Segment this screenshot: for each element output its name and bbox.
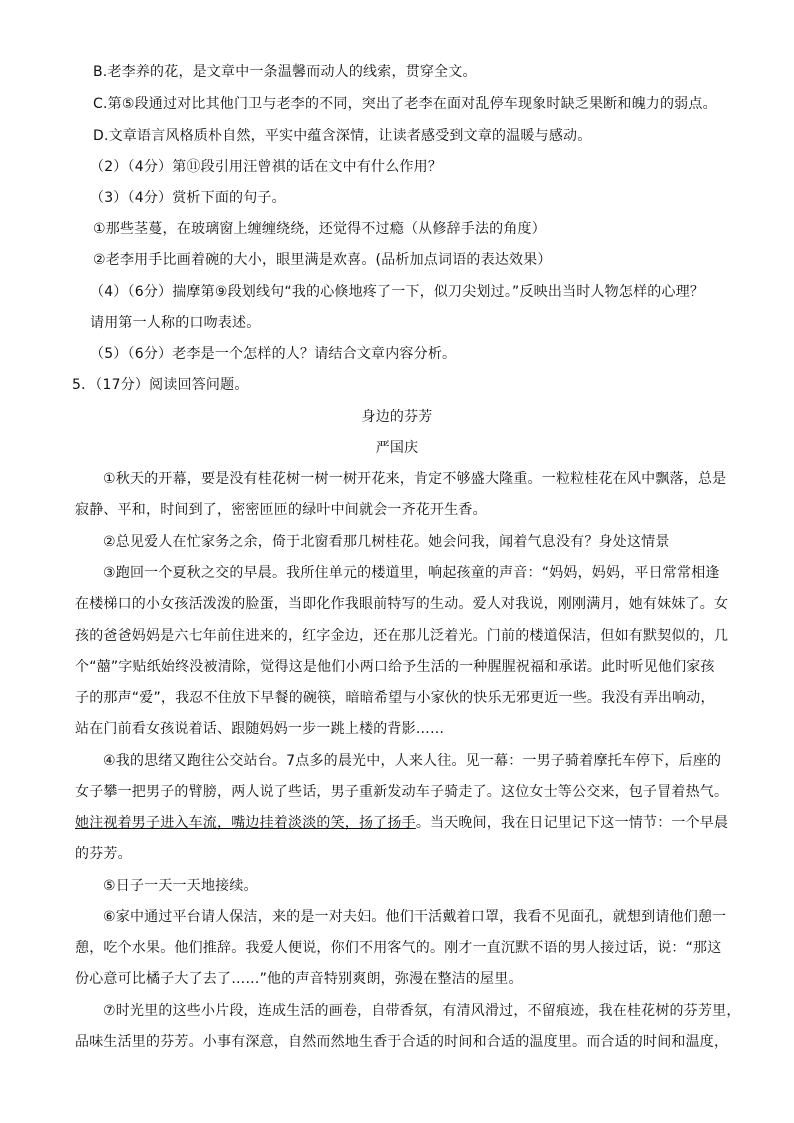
option-c: C.第⑤段通过对比其他门卫与老李的不同，突出了老李在面对乱停车现象时缺乏果断和魄力的弱点。 [93,96,717,112]
question-2: （2）（4分）第⑪段引用汪曾祺的话在文中有什么作用？ [90,159,443,175]
question-3-item-2: ②老李用手比画着碗的大小，眼里满是欢喜。(品析加点词语的表达效果） [93,252,552,268]
paragraph-1-line-1: ①秋天的开幕，要是没有桂花树一树一树开花来，肯定不够盛大隆重。一粒粒桂花在风中飘落，总是 [103,471,727,487]
paragraph-5-line-1: ⑤日子一天一天地接续。 [103,878,258,894]
passage-title: 身边的芬芳 [361,409,433,425]
underlined-sentence: 她注视着男子进入车流，嘴边挂着淡淡的笑，扬了扬手 [75,815,416,831]
paragraph-6-line-3: 份心意可比橘子大了去了……”他的声音特别爽朗，弥漫在整洁的屋里。 [75,971,523,987]
paragraph-3-line-1: ③跑回一个夏秋之交的早晨。我所住单元的楼道里，响起孩童的声音：“妈妈，妈妈，平日常常相逢 [103,565,720,581]
paragraph-6-line-1: ⑥家中通过平台请人保洁，来的是一对夫妇。他们干活戴着口罩，我看不见面孔，就想到请他们憩一 [103,909,727,925]
question-3-item-1: ①那些茎蔓，在玻璃窗上缠缠绕绕，还觉得不过瘾（从修辞手法的角度） [93,221,546,237]
section-5-header: 5．（17分）阅读回答问题。 [72,377,249,393]
paragraph-4-line-4: 的芬芳。 [75,846,132,862]
question-4-continued: 请用第一人称的口吻表述。 [90,315,261,331]
paragraph-4-line-3 [75,813,728,833]
option-d: D.文章语言风格质朴自然，平实中蕴含深情，让读者感受到文章的温暖与感动。 [93,128,592,144]
option-b: B.老李养的花，是文章中一条温馨而动人的线索，贯穿全文。 [93,64,477,80]
paragraph-3-line-4: 个“囍”字贴纸始终没被清除，觉得这是他们小两口给予生活的一种腥腥祝福和承诺。此时听见他们家孩 [75,659,715,675]
passage-author: 严国庆 [375,440,419,456]
paragraph-4-line-3-rest: 。当天晚间，我在日记里记下这一情节：一个早晨 [415,815,729,831]
paragraph-4-line-2: 女子攀一把男子的臂膀，两人说了些话，男子重新发动车子骑走了。这位女士等公交来，包子冒着热气。 [75,784,729,800]
paragraph-3-line-2: 在楼梯口的小女孩活泼泼的脸蛋，当即化作我眼前特写的生动。爱人对我说，刚刚满月，她有妹妹了。女 [75,596,729,612]
paragraph-3-line-6: 站在门前看女孩说着话、跟随妈妈一步一跳上楼的背影…… [75,721,445,737]
paragraph-3-line-5: 子的那声“爱”，我忍不住放下早餐的碗筷，暗暗希望与小家伙的快乐无邪更近一些。我没有弄出响动， [75,690,715,706]
question-4: （4）（6分）揣摩第⑨段划线句“我的心倏地疼了一下，似刀尖划过。”反映出当时人物怎样的心理？ [90,284,705,300]
question-5: （5）（6分）老李是一个怎样的人？请结合文章内容分析。 [90,346,457,362]
paragraph-6-line-2: 憩，吃个水果。他们推辞。我爱人便说，你们不用客气的。刚才一直沉默不语的男人接过话，说：“那这 [75,940,722,956]
paragraph-4-line-1: ④我的思绪又跑往公交站台。7点多的晨光中，人来人往。见一幕：一男子骑着摩托车停下，后座的 [103,753,722,769]
paragraph-1-line-2: 寂静、平和，时间到了，密密匝匝的绿叶中间就会一齐花开生香。 [75,502,487,518]
paragraph-2-line-1: ②总见爱人在忙家务之余，倚于北窗看那几树桂花。她会问我，闻着气息没有？身处这情景 [103,534,670,550]
paragraph-7-line-1: ⑦时光里的这些小片段，连成生活的画卷，自带香氛，有清风滑过，不留痕迹，我在桂花树的芬芳里， [103,1003,741,1019]
paragraph-7-line-2: 品味生活里的芬芳。小事有深意，自然而然地生香于合适的时间和合适的温度里。而合适的时间和温度， [75,1034,729,1050]
paragraph-3-line-3: 孩的爸爸妈妈是六七年前住进来的，红字金边，还在那儿泛着光。门前的楼道保洁，但如有默契似的，几 [75,628,729,644]
question-3: （3）（4分）赏析下面的句子。 [90,190,286,206]
